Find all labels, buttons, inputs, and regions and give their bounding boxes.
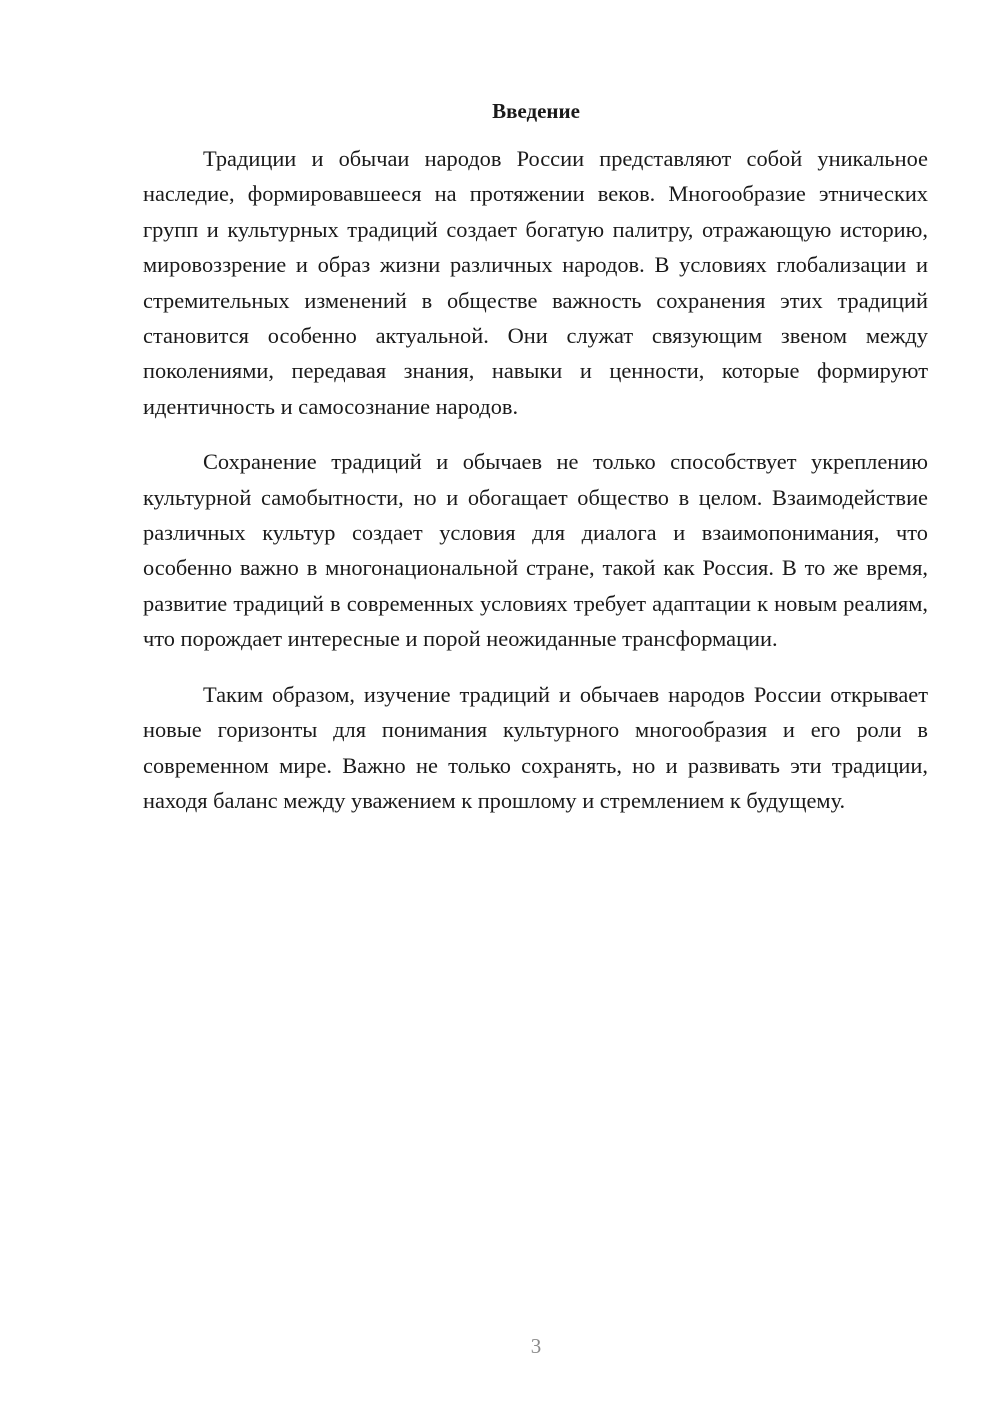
paragraph-3: Таким образом, изучение традиций и обычаев народов России открывает новые горизонты для понимания культурного многообразия и его роли в современном мире. Важно не только сохранять, но и развивать эти традиции, находя баланс между уважением к прошлому и стремлением к будущему. (143, 681, 928, 813)
page-heading: Введение (492, 99, 580, 123)
body-text (143, 141, 928, 818)
paragraph-1: Традиции и обычаи народов России представляют собой уникальное наследие, формировавшееся на протяжении веков. Многообразие этнических групп и культурных традиций создает богатую палитру, отражающую историю, мировоззрение и образ жизни различных народов. В условиях глобализации и стремительных изменений в обществе важность сохранения этих традиций становится особенно актуальной. Они служат связующим звеном между поколениями, передавая знания, навыки и ценности, которые формируют идентичность и самосознание народов. (143, 146, 928, 419)
page-number: 3 (530, 1334, 542, 1358)
paragraph-2: Сохранение традиций и обычаев не только способствует укреплению культурной самобытности, но и обогащает общество в целом. Взаимодействие различных культур создает условия для диалога и взаимопонимания, что особенно важно в многонациональной стране, такой как Россия. В то же время, развитие традиций в современных условиях требует адаптации к новым реалиям, что порождает интересные и порой неожиданные трансформации. (143, 449, 928, 652)
